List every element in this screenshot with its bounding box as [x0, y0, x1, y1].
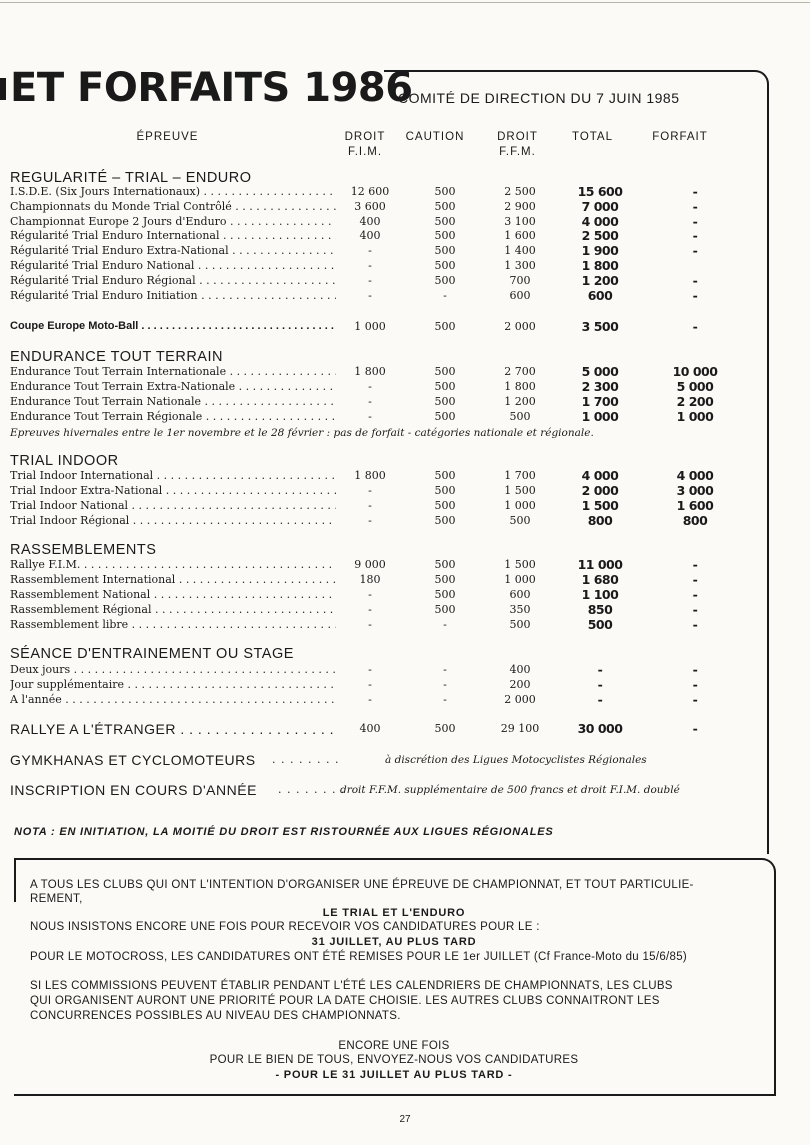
cell-caution: 500	[434, 229, 456, 242]
row-label: Endurance Tout Terrain Internationale . . .	[10, 364, 336, 379]
cell-droit-ffm: 600	[509, 588, 531, 601]
cell-caution: 500	[434, 588, 456, 601]
cell-droit-fim: -	[368, 618, 372, 631]
cell-caution: 500	[434, 469, 456, 482]
cell-total: 1 800	[581, 258, 619, 273]
row-label: Rassemblement libre . . .	[10, 617, 336, 632]
cell-droit-fim: -	[368, 244, 372, 257]
inscription-label: INSCRIPTION EN COURS D'ANNÉE	[10, 782, 257, 798]
cell-total: 3 500	[581, 319, 619, 334]
cell-droit-fim: -	[368, 410, 372, 423]
cell-total: 1 200	[581, 273, 619, 288]
cell-total: -	[597, 677, 603, 692]
table-row	[10, 692, 770, 707]
row-label: Régularité Trial Enduro National . . .	[10, 258, 336, 273]
table-row	[10, 498, 770, 513]
table-row	[10, 379, 770, 394]
section-title-trial-indoor: TRIAL INDOOR	[10, 453, 119, 469]
cell-droit-ffm: 500	[509, 618, 531, 631]
row-label: Trial Indoor International . . .	[10, 468, 336, 483]
title-marker-bar	[0, 78, 6, 100]
cell-forfait: 3 000	[676, 483, 714, 498]
table-row	[10, 468, 770, 483]
notice-line-12: - POUR LE 31 JUILLET AU PLUS TARD -	[275, 1069, 513, 1081]
nota-text: NOTA : EN INITIATION, LA MOITIÉ DU DROIT EST RISTOURNÉE AUX LIGUES RÉGIONALES	[14, 826, 554, 838]
cell-droit-fim: 1 000	[354, 320, 386, 333]
table-row	[10, 319, 770, 334]
section-title-rassemblements: RASSEMBLEMENTS	[10, 542, 157, 558]
table-row	[10, 662, 770, 677]
cell-forfait: -	[692, 677, 698, 692]
row-label: Rassemblement International . . .	[10, 572, 336, 587]
cell-droit-fim: 9 000	[354, 558, 386, 571]
col-header-forfait: FORFAIT	[652, 131, 708, 143]
cell-total: 1 700	[581, 394, 619, 409]
cell-droit-ffm: 1 600	[504, 229, 536, 242]
cell-droit-fim: -	[368, 259, 372, 272]
cell-total: 7 000	[581, 199, 619, 214]
cell-forfait: 800	[682, 513, 708, 528]
inscription-line	[10, 781, 780, 799]
cell-total: 1 000	[581, 409, 619, 424]
row-label: Rallye F.I.M. . . .	[10, 557, 336, 572]
row-label: Trial Indoor National . . .	[10, 498, 336, 513]
gymkhanas-line	[10, 751, 780, 769]
cell-droit-fim: -	[368, 588, 372, 601]
col-header-droit-ffm-line2: F.F.M.	[499, 146, 536, 158]
cell-total: -	[597, 662, 603, 677]
cell-caution: -	[443, 678, 447, 691]
cell-droit-ffm: 500	[509, 410, 531, 423]
page-number: 27	[399, 1114, 411, 1125]
col-header-droit-ffm-line1: DROIT	[497, 131, 538, 143]
row-label: RALLYE A L'ÉTRANGER . . .	[10, 720, 336, 738]
table-row	[10, 602, 770, 617]
cell-droit-ffm: 1 300	[504, 259, 536, 272]
cell-droit-fim: -	[368, 484, 372, 497]
col-header-droit-fim	[335, 130, 395, 160]
cell-caution: 500	[434, 185, 456, 198]
table-row	[10, 677, 770, 692]
table-row	[10, 364, 770, 379]
cell-droit-ffm: 400	[509, 663, 531, 676]
cell-forfait: -	[692, 721, 698, 736]
cell-total: 15 600	[577, 184, 623, 199]
cell-droit-fim: 3 600	[354, 200, 386, 213]
cell-droit-fim: -	[368, 663, 372, 676]
cell-caution: 500	[434, 603, 456, 616]
cell-forfait: 1 600	[676, 498, 714, 513]
cell-droit-fim: 180	[359, 573, 381, 586]
gymkhanas-text: à discrétion des Ligues Motocyclistes Régionales	[385, 754, 647, 766]
section-title-endurance: ENDURANCE TOUT TERRAIN	[10, 349, 223, 365]
row-label: Jour supplémentaire . . .	[10, 677, 336, 692]
cell-caution: 500	[434, 259, 456, 272]
cell-forfait: -	[692, 228, 698, 243]
table-row	[10, 557, 770, 572]
cell-caution: 500	[434, 365, 456, 378]
row-label: Régularité Trial Enduro Initiation . . .	[10, 288, 336, 303]
cell-total: 2 300	[581, 379, 619, 394]
row-label: Trial Indoor Régional . . .	[10, 513, 336, 528]
cell-forfait: -	[692, 692, 698, 707]
cell-forfait: -	[692, 662, 698, 677]
col-header-droit-ffm	[485, 130, 550, 160]
cell-droit-ffm: 1 200	[504, 395, 536, 408]
cell-forfait: -	[692, 617, 698, 632]
table-row	[10, 184, 770, 199]
cell-total: 4 000	[581, 468, 619, 483]
notice-line-2: REMENT,	[30, 893, 83, 905]
table-row	[10, 288, 770, 303]
cell-caution: -	[443, 289, 447, 302]
table-row	[10, 199, 770, 214]
cell-forfait: 10 000	[672, 364, 718, 379]
cell-droit-ffm: 1 700	[504, 469, 536, 482]
cell-forfait: -	[692, 214, 698, 229]
cell-forfait: -	[692, 602, 698, 617]
cell-droit-fim: -	[368, 693, 372, 706]
cell-forfait: -	[692, 184, 698, 199]
cell-forfait: -	[692, 587, 698, 602]
table-row	[10, 258, 770, 273]
notice-line-8: QUI ORGANISENT AURONT UNE PRIORITÉ POUR LA DATE CHOISIE. LES AUTRES CLUBS CONNAITRONT LES	[30, 995, 660, 1007]
section-title-regularite: REGULARITÉ – TRIAL – ENDURO	[10, 170, 252, 186]
table-row	[10, 720, 770, 738]
cell-droit-ffm: 3 100	[504, 215, 536, 228]
cell-total: 1 680	[581, 572, 619, 587]
cell-caution: 500	[434, 499, 456, 512]
cell-droit-ffm: 1 000	[504, 573, 536, 586]
notice-line-1: A TOUS LES CLUBS QUI ONT L'INTENTION D'ORGANISER UNE ÉPREUVE DE CHAMPIONNAT, ET TOUT PARTICULIE-	[30, 879, 694, 891]
cell-total: 800	[587, 513, 613, 528]
top-border-line	[0, 2, 810, 3]
row-label: Endurance Tout Terrain Régionale . . .	[10, 409, 336, 424]
cell-caution: 500	[434, 514, 456, 527]
cell-droit-ffm: 1 000	[504, 499, 536, 512]
cell-droit-fim: -	[368, 603, 372, 616]
col-header-droit-fim-line1: DROIT	[344, 131, 386, 143]
cell-droit-fim: -	[368, 499, 372, 512]
cell-caution: -	[443, 618, 447, 631]
cell-caution: 500	[434, 215, 456, 228]
page-title: ET FORFAITS 1986	[10, 65, 413, 111]
cell-caution: 500	[434, 274, 456, 287]
cell-caution: 500	[434, 244, 456, 257]
table-row	[10, 572, 770, 587]
cell-droit-fim: -	[368, 678, 372, 691]
endurance-note: Epreuves hivernales entre le 1er novembre et le 28 février : pas de forfait - catégories nationale et régionale.	[10, 427, 594, 439]
row-label: Rassemblement National . . .	[10, 587, 336, 602]
cell-droit-ffm: 350	[509, 603, 531, 616]
cell-droit-fim: 12 600	[350, 185, 390, 198]
cell-caution: 500	[434, 484, 456, 497]
cell-droit-ffm: 1 500	[504, 484, 536, 497]
cell-total: 30 000	[577, 721, 623, 736]
cell-caution: 500	[434, 200, 456, 213]
cell-droit-ffm: 2 000	[504, 320, 536, 333]
cell-droit-fim: -	[368, 380, 372, 393]
cell-forfait: -	[692, 319, 698, 334]
table-row	[10, 617, 770, 632]
row-label: Régularité Trial Enduro Régional . . .	[10, 273, 336, 288]
row-label: A l'année . . .	[10, 692, 336, 707]
table-row	[10, 228, 770, 243]
row-label: Régularité Trial Enduro International . . .	[10, 228, 336, 243]
cell-forfait: 5 000	[676, 379, 714, 394]
cell-total: 1 900	[581, 243, 619, 258]
cell-total: 2 500	[581, 228, 619, 243]
cell-caution: 500	[434, 395, 456, 408]
cell-droit-ffm: 500	[509, 514, 531, 527]
cell-caution: -	[443, 693, 447, 706]
notice-line-3: LE TRIAL ET L'ENDURO	[322, 907, 466, 919]
cell-total: -	[597, 692, 603, 707]
section-title-seance: SÉANCE D'ENTRAINEMENT OU STAGE	[10, 646, 294, 662]
cell-forfait: -	[692, 572, 698, 587]
table-row	[10, 394, 770, 409]
cell-droit-ffm: 2 700	[504, 365, 536, 378]
cell-droit-ffm: 1 800	[504, 380, 536, 393]
cell-droit-ffm: 700	[509, 274, 531, 287]
cell-total: 1 500	[581, 498, 619, 513]
page-subtitle: COMITÉ DE DIRECTION DU 7 JUIN 1985	[398, 90, 680, 106]
cell-forfait: -	[692, 243, 698, 258]
col-header-caution: CAUTION	[405, 131, 465, 143]
cell-droit-ffm: 29 100	[500, 722, 540, 735]
cell-caution: 500	[434, 573, 456, 586]
cell-droit-ffm: 2 500	[504, 185, 536, 198]
table-row	[10, 587, 770, 602]
cell-forfait: -	[692, 288, 698, 303]
cell-droit-fim: 1 800	[354, 365, 386, 378]
cell-droit-fim: 400	[359, 229, 381, 242]
cell-droit-fim: 400	[359, 215, 381, 228]
row-label: Trial Indoor Extra-National . . .	[10, 483, 336, 498]
cell-total: 5 000	[581, 364, 619, 379]
row-label: Championnats du Monde Trial Contrôlé . . .	[10, 199, 336, 214]
table-row	[10, 243, 770, 258]
notice-line-10: ENCORE UNE FOIS	[338, 1040, 450, 1052]
gymkhanas-label: GYMKHANAS ET CYCLOMOTEURS	[10, 752, 256, 768]
cell-total: 850	[587, 602, 613, 617]
row-label: Régularité Trial Enduro Extra-National . . .	[10, 243, 336, 258]
cell-forfait: -	[692, 199, 698, 214]
row-label: Endurance Tout Terrain Nationale . . .	[10, 394, 336, 409]
row-label: Endurance Tout Terrain Extra-Nationale . . .	[10, 379, 336, 394]
table-row	[10, 483, 770, 498]
cell-total: 2 000	[581, 483, 619, 498]
cell-droit-ffm: 1 400	[504, 244, 536, 257]
table-row	[10, 214, 770, 229]
cell-caution: 500	[434, 558, 456, 571]
gymkhanas-dots: . . . . . . . .	[272, 753, 340, 766]
col-header-epreuve: ÉPREUVE	[136, 131, 199, 143]
cell-droit-fim: 1 800	[354, 469, 386, 482]
cell-droit-ffm: 200	[509, 678, 531, 691]
notice-line-9: CONCURRENCES POSSIBLES AU NIVEAU DES CHAMPIONNATS.	[30, 1010, 401, 1022]
inscription-dots: . . . . . . . .	[278, 783, 346, 796]
cell-caution: 500	[434, 320, 456, 333]
cell-total: 1 100	[581, 587, 619, 602]
cell-caution: 500	[434, 380, 456, 393]
row-label: Coupe Europe Moto-Ball . . .	[10, 319, 336, 334]
notice-line-6: POUR LE MOTOCROSS, LES CANDIDATURES ONT ÉTÉ REMISES POUR LE 1er JUILLET (Cf France-Moto du 15/6/85)	[30, 951, 688, 963]
notice-line-11: POUR LE BIEN DE TOUS, ENVOYEZ-NOUS VOS CANDIDATURES	[209, 1054, 579, 1066]
table-row	[10, 409, 770, 424]
cell-caution: -	[443, 663, 447, 676]
cell-total: 4 000	[581, 214, 619, 229]
cell-total: 500	[587, 617, 613, 632]
cell-droit-ffm: 2 000	[504, 693, 536, 706]
notice-line-7: SI LES COMMISSIONS PEUVENT ÉTABLIR PENDANT L'ÉTÉ LES CALENDRIERS DE CHAMPIONNATS, LES CLUBS	[30, 980, 673, 992]
cell-droit-fim: -	[368, 289, 372, 302]
cell-forfait: 2 200	[676, 394, 714, 409]
cell-total: 11 000	[577, 557, 623, 572]
col-header-droit-fim-line2: F.I.M.	[347, 146, 383, 158]
row-label: Deux jours . . .	[10, 662, 336, 677]
notice-line-4: NOUS INSISTONS ENCORE UNE FOIS POUR RECEVOIR VOS CANDIDATURES POUR LE :	[30, 921, 540, 933]
cell-forfait: -	[692, 273, 698, 288]
cell-caution: 500	[434, 410, 456, 423]
cell-droit-fim: -	[368, 274, 372, 287]
table-row	[10, 273, 770, 288]
cell-droit-ffm: 1 500	[504, 558, 536, 571]
row-label: I.S.D.E. (Six Jours Internationaux) . . .	[10, 184, 336, 199]
row-label: Rassemblement Régional . . .	[10, 602, 336, 617]
notice-line-5: 31 JUILLET, AU PLUS TARD	[311, 936, 477, 948]
cell-droit-fim: 400	[359, 722, 381, 735]
cell-droit-fim: -	[368, 395, 372, 408]
cell-caution: 500	[434, 722, 456, 735]
col-header-total: TOTAL	[572, 131, 613, 143]
cell-forfait: 4 000	[676, 468, 714, 483]
cell-droit-fim: -	[368, 514, 372, 527]
notice-box-left-edge	[14, 858, 16, 902]
cell-forfait: 1 000	[676, 409, 714, 424]
cell-forfait: -	[692, 557, 698, 572]
cell-droit-ffm: 2 900	[504, 200, 536, 213]
inscription-text: droit F.F.M. supplémentaire de 500 francs et droit F.I.M. doublé	[340, 784, 680, 796]
cell-total: 600	[587, 288, 613, 303]
row-label: Championnat Europe 2 Jours d'Enduro . . .	[10, 214, 336, 229]
cell-droit-ffm: 600	[509, 289, 531, 302]
table-row	[10, 513, 770, 528]
